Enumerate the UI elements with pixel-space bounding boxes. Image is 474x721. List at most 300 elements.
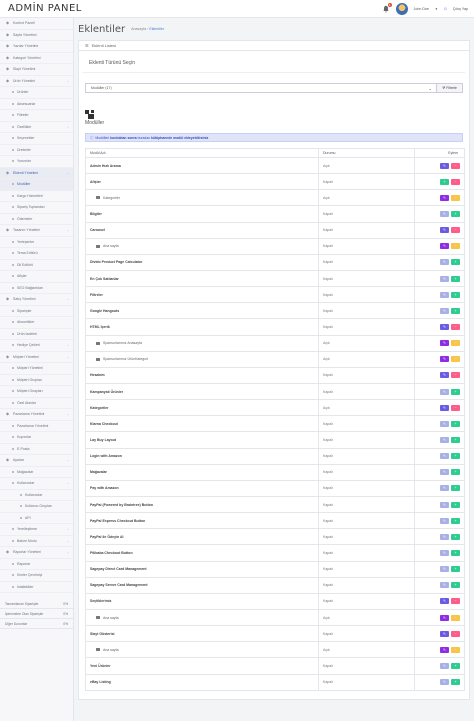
sidebar-item-label: İstatistikler: [17, 584, 34, 589]
table-row: [86, 238, 465, 254]
circle-icon: [20, 494, 22, 496]
sidebar-item[interactable]: [0, 317, 73, 329]
module-actions: [415, 319, 465, 335]
order-stat: [0, 599, 73, 609]
module-name-cell: [86, 270, 319, 286]
table-row: [86, 383, 465, 399]
sidebar-item[interactable]: [0, 53, 73, 65]
edit-button[interactable]: ✎: [440, 227, 449, 233]
section-title: Eklenti Türünü Seçin: [83, 51, 465, 73]
uninstall-button[interactable]: −: [451, 631, 460, 637]
uninstall-button[interactable]: −: [451, 227, 460, 233]
install-button[interactable]: +: [451, 663, 460, 669]
install-button[interactable]: +: [451, 582, 460, 588]
extension-type-select[interactable]: [85, 83, 437, 93]
sidebar-item-label: Aksesuarlar: [17, 101, 36, 106]
install-button[interactable]: +: [451, 469, 460, 475]
sidebar-item[interactable]: [0, 536, 73, 548]
circle-icon: [12, 436, 14, 438]
circle-icon: [12, 402, 14, 404]
module-status: Açık: [319, 609, 415, 625]
chevron-down-icon: ⌄: [66, 228, 69, 233]
module-status: Kapalı: [319, 254, 415, 270]
edit-button[interactable]: ✎: [440, 631, 449, 637]
module-actions: [415, 206, 465, 222]
uninstall-button[interactable]: −: [451, 598, 460, 604]
sidebar-item[interactable]: [0, 99, 73, 111]
stat-value: 0%: [63, 621, 68, 626]
sidebar-item-label: Müşteri Grupları: [17, 377, 43, 382]
edit-button[interactable]: ✎: [440, 598, 449, 604]
sidebar-item[interactable]: [0, 501, 73, 513]
circle-icon: [12, 425, 14, 427]
edit-button-disabled[interactable]: ✎: [440, 259, 449, 265]
module-name: Pay with Amazon: [90, 486, 119, 491]
chevron-down-icon: ⌄: [66, 170, 69, 175]
module-status: Kapalı: [319, 496, 415, 512]
notification-badge: 1: [388, 3, 391, 7]
sidebar-item-label: Sipariş Toplamları: [17, 205, 45, 210]
edit-button-disabled[interactable]: ✎: [440, 437, 449, 443]
module-name: Pilibaba Checkout Button: [90, 550, 133, 555]
sidebar-item-label: Ayarlar: [13, 458, 25, 463]
table-row: [86, 674, 465, 690]
install-button[interactable]: +: [451, 534, 460, 540]
breadcrumb-sep: ›: [147, 27, 150, 31]
install-button[interactable]: +: [451, 211, 460, 217]
edit-button[interactable]: ✎: [440, 243, 449, 249]
module-name-cell: [86, 545, 319, 561]
sidebar-item-label: Müşteri Yönetimi: [17, 366, 44, 371]
install-button[interactable]: +: [451, 453, 460, 459]
edit-button-disabled[interactable]: ✎: [440, 421, 449, 427]
edit-button[interactable]: ✎: [440, 356, 449, 362]
sidebar-item[interactable]: [0, 409, 73, 421]
install-button[interactable]: +: [451, 276, 460, 282]
install-button[interactable]: +: [451, 292, 460, 298]
sidebar-item[interactable]: [0, 513, 73, 525]
install-button[interactable]: +: [451, 308, 460, 314]
uninstall-button[interactable]: −: [451, 179, 460, 185]
sidebar-item[interactable]: [0, 559, 73, 571]
module-actions: [415, 626, 465, 642]
filter-row: [85, 83, 463, 93]
edit-button[interactable]: ✎: [440, 163, 449, 169]
sidebar-item-label: E-Posta: [17, 446, 30, 451]
home-icon: ◆: [6, 20, 10, 26]
sidebar-item[interactable]: [0, 64, 73, 76]
edit-button-disabled[interactable]: ✎: [440, 453, 449, 459]
sidebar-item[interactable]: [0, 478, 73, 490]
chevron-down-icon: ⌄: [66, 458, 69, 463]
sidebar-item[interactable]: [0, 191, 73, 203]
circle-icon: [12, 310, 14, 312]
install-button[interactable]: +: [451, 518, 460, 524]
order-stat: [0, 619, 73, 629]
delete-button[interactable]: −: [451, 615, 460, 621]
gear-icon: ◆: [6, 457, 10, 463]
module-actions: [415, 674, 465, 690]
module-actions: [415, 609, 465, 625]
folder-icon: [96, 648, 100, 651]
module-name-cell: [86, 351, 319, 367]
delete-button[interactable]: −: [451, 340, 460, 346]
uninstall-button[interactable]: −: [451, 324, 460, 330]
sidebar-item[interactable]: [0, 340, 73, 352]
circle-icon: [12, 540, 14, 542]
module-actions: [415, 593, 465, 609]
module-name-cell: [86, 158, 319, 174]
circle-icon: [12, 448, 14, 450]
sidebar-item[interactable]: [0, 18, 73, 30]
install-button[interactable]: +: [451, 485, 460, 491]
sidebar-item[interactable]: [0, 398, 73, 410]
edit-button-disabled[interactable]: ✎: [440, 502, 449, 508]
modules-table: [85, 148, 465, 691]
module-actions: [415, 287, 465, 303]
table-row: [86, 642, 465, 658]
sidebar-item-label: Yorumlar: [17, 159, 31, 164]
module-actions: [415, 400, 465, 416]
sidebar-item[interactable]: [0, 421, 73, 433]
table-row: [86, 609, 465, 625]
install-button[interactable]: +: [451, 502, 460, 508]
module-actions: [415, 416, 465, 432]
uninstall-button[interactable]: −: [451, 372, 460, 378]
circle-icon: [12, 367, 14, 369]
install-button[interactable]: +: [451, 259, 460, 265]
col-status[interactable]: Durumu: [319, 149, 415, 158]
sidebar-item-label: Afişler: [17, 274, 27, 279]
col-action: Eylem: [415, 149, 465, 158]
module-actions: [415, 351, 465, 367]
module-name: Mağazalar: [90, 470, 107, 475]
install-button[interactable]: +: [451, 389, 460, 395]
sidebar-item[interactable]: [0, 214, 73, 226]
delete-button[interactable]: −: [451, 647, 460, 653]
info-icon: ⓘ: [90, 136, 94, 140]
module-status: Açık: [319, 335, 415, 351]
sidebar-item[interactable]: [0, 76, 73, 88]
sidebar-item-label: Eklenti Yönetimi: [13, 170, 39, 175]
module-name: eBay Listing: [90, 680, 111, 685]
sidebar-item[interactable]: [0, 375, 73, 387]
chevron-down-icon: ⌄: [66, 78, 69, 83]
sidebar-item-label: Özellikler: [17, 124, 32, 129]
module-name: PayPal Express Checkout Button: [90, 518, 146, 523]
edit-button-disabled[interactable]: ✎: [440, 276, 449, 282]
sidebar-item-label: Yerleşimler: [17, 239, 35, 244]
sidebar-item[interactable]: [0, 582, 73, 594]
sidebar-item[interactable]: [0, 122, 73, 134]
puzzle-icon: [85, 110, 95, 119]
install-button[interactable]: +: [451, 437, 460, 443]
module-name-cell: [86, 335, 319, 351]
edit-button[interactable]: ✎: [440, 405, 449, 411]
sidebar-item[interactable]: [0, 41, 73, 53]
edit-button-disabled[interactable]: ✎: [440, 389, 449, 395]
module-name-cell: [86, 513, 319, 529]
module-status: Açık: [319, 190, 415, 206]
table-row: [86, 287, 465, 303]
edit-button[interactable]: ✎: [440, 195, 449, 201]
user-name[interactable]: John Doe: [413, 7, 429, 11]
chevron-down-icon: ▼: [434, 7, 438, 11]
edit-button-disabled[interactable]: ✎: [440, 292, 449, 298]
install-button[interactable]: +: [451, 679, 460, 685]
sidebar-item[interactable]: [0, 168, 73, 180]
circle-icon: [12, 241, 14, 243]
sidebar-item[interactable]: [0, 329, 73, 341]
module-name: PayPal (Powered by Braintree) Button: [90, 502, 154, 507]
delete-button[interactable]: −: [451, 195, 460, 201]
module-status: Kapalı: [319, 674, 415, 690]
module-status: Kapalı: [319, 626, 415, 642]
file-icon: ◆: [6, 31, 10, 37]
table-row: [86, 303, 465, 319]
module-status: Kapalı: [319, 367, 415, 383]
install-button[interactable]: +: [440, 179, 449, 185]
sidebar-item[interactable]: [0, 283, 73, 295]
module-name-cell: [86, 400, 319, 416]
sidebar-item[interactable]: [0, 570, 73, 582]
circle-icon: [12, 114, 14, 116]
sidebar-item-label: Siparişler: [17, 308, 32, 313]
module-status: Kapalı: [319, 222, 415, 238]
image-icon: ◆: [6, 66, 10, 72]
edit-button[interactable]: ✎: [440, 615, 449, 621]
sidebar-item-label: Müşteri Onayları: [17, 389, 43, 394]
module-name-cell: [86, 174, 319, 190]
filter-button[interactable]: [437, 83, 463, 93]
module-name: Carousel: [90, 228, 105, 233]
circle-icon: [12, 264, 14, 266]
uninstall-button[interactable]: −: [451, 405, 460, 411]
table-row: [86, 432, 465, 448]
chevron-down-icon: ⌄: [66, 412, 69, 417]
module-status: Kapalı: [319, 658, 415, 674]
sidebar-item[interactable]: [0, 524, 73, 536]
card-header: [79, 41, 469, 51]
sidebar-item[interactable]: [0, 179, 73, 191]
edit-button[interactable]: ✎: [440, 324, 449, 330]
stat-label: İşlenmekte Olan Siparişler: [5, 611, 44, 616]
sidebar-item[interactable]: [0, 306, 73, 318]
sidebar-item[interactable]: [0, 133, 73, 145]
sidebar-item-label: Kargo Hizmetleri: [17, 193, 43, 198]
circle-icon: [12, 252, 14, 254]
delete-button[interactable]: −: [451, 243, 460, 249]
edit-button[interactable]: ✎: [440, 340, 449, 346]
edit-button-disabled[interactable]: ✎: [440, 469, 449, 475]
module-status: Kapalı: [319, 319, 415, 335]
col-module-name[interactable]: Modül Adı: [86, 149, 319, 158]
circle-icon: [12, 528, 14, 530]
edit-button-disabled[interactable]: ✎: [440, 211, 449, 217]
table-row: [86, 416, 465, 432]
chevron-down-icon: ⌄: [66, 124, 69, 129]
folder-icon: [96, 245, 100, 248]
cart-icon: ◆: [6, 296, 10, 302]
breadcrumb-home[interactable]: Anasayfa: [131, 27, 147, 31]
edit-button-disabled[interactable]: ✎: [440, 550, 449, 556]
circle-icon: [12, 287, 14, 289]
circle-icon: [12, 379, 14, 381]
circle-icon: [12, 344, 14, 346]
sidebar-item-label: Özel Alanlar: [17, 400, 36, 405]
edit-button-disabled[interactable]: ✎: [440, 566, 449, 572]
circle-icon: [12, 275, 14, 277]
sidebar-item[interactable]: [0, 352, 73, 364]
module-name: Bilgiler: [90, 211, 102, 216]
sidebar-item[interactable]: [0, 386, 73, 398]
module-name: Kategoriler: [90, 405, 109, 410]
module-actions: [415, 383, 465, 399]
edit-button-disabled[interactable]: ✎: [440, 534, 449, 540]
edit-button-disabled[interactable]: ✎: [440, 663, 449, 669]
module-name: Kampanyalı Ürünler: [90, 389, 124, 394]
sidebar-item-label: Seçenekler: [17, 136, 35, 141]
module-name: Klarna Checkout: [90, 421, 118, 426]
logout-link[interactable]: Çıkış Yap: [452, 7, 468, 11]
module-name: Filtreler: [90, 292, 103, 297]
sidebar-item[interactable]: [0, 156, 73, 168]
order-stat: [0, 609, 73, 619]
stat-value: 0%: [63, 601, 68, 606]
logo[interactable]: ADMİN PANEL: [8, 3, 82, 14]
sidebar-item[interactable]: [0, 490, 73, 502]
card-footer-space: [79, 691, 469, 699]
sidebar-item[interactable]: [0, 145, 73, 157]
circle-icon: [12, 126, 14, 128]
modules-heading: Modüller: [85, 120, 105, 126]
table-row: [86, 561, 465, 577]
box-icon: ◆: [6, 77, 10, 83]
select-value: Modüller (17): [91, 86, 112, 90]
table-row: [86, 496, 465, 512]
sidebar-item-label: Abonelikler: [17, 320, 35, 325]
edit-button-disabled[interactable]: ✎: [440, 582, 449, 588]
edit-button-disabled[interactable]: ✎: [440, 679, 449, 685]
circle-icon: [12, 160, 14, 162]
sidebar-item[interactable]: [0, 444, 73, 456]
module-actions: [415, 270, 465, 286]
sidebar-item[interactable]: [0, 248, 73, 260]
module-status: Açık: [319, 400, 415, 416]
sidebar-item-label: Filtreler: [17, 113, 29, 118]
circle-icon: [12, 218, 14, 220]
table-row: [86, 577, 465, 593]
module-status: Kapalı: [319, 593, 415, 609]
top-right: [382, 3, 468, 15]
sidebar-item-label: Yerelleştirme: [17, 527, 38, 532]
sidebar-item-label: Kullanıcılar: [17, 481, 35, 486]
module-status: Kapalı: [319, 174, 415, 190]
module-actions: [415, 496, 465, 512]
circle-icon: [12, 482, 14, 484]
filter-icon: ⧩: [442, 86, 446, 90]
module-name-cell: [86, 593, 319, 609]
tag-icon: ◆: [6, 54, 10, 60]
module-name: Ana sayfa: [103, 615, 119, 620]
sidebar-item-label: Kullanıcı Grupları: [25, 504, 53, 509]
module-status: Kapalı: [319, 577, 415, 593]
module-status: Açık: [319, 351, 415, 367]
install-button[interactable]: +: [451, 550, 460, 556]
edit-button-disabled[interactable]: ✎: [440, 518, 449, 524]
sidebar: [0, 18, 74, 721]
module-name: Spansorlarımız Anasayfa: [103, 341, 142, 346]
uninstall-button[interactable]: −: [451, 163, 460, 169]
table-row: [86, 545, 465, 561]
table-row: [86, 448, 465, 464]
module-actions: [415, 658, 465, 674]
delete-button[interactable]: −: [451, 356, 460, 362]
circle-icon: [12, 471, 14, 473]
sidebar-item[interactable]: [0, 294, 73, 306]
breadcrumb-current[interactable]: Eklentiler: [149, 27, 165, 31]
edit-button[interactable]: ✎: [440, 647, 449, 653]
install-button[interactable]: +: [451, 566, 460, 572]
sidebar-item[interactable]: [0, 432, 73, 444]
sidebar-item-label: Kuponlar: [17, 435, 32, 440]
circle-icon: [12, 103, 14, 105]
install-button[interactable]: +: [451, 421, 460, 427]
sidebar-item[interactable]: [0, 202, 73, 214]
sidebar-item[interactable]: [0, 363, 73, 375]
sidebar-item[interactable]: [0, 225, 73, 237]
module-name: HTML İçerik: [90, 324, 110, 329]
circle-icon: [20, 517, 22, 519]
table-row: [86, 319, 465, 335]
circle-icon: [12, 586, 14, 588]
module-actions: [415, 238, 465, 254]
notification-bell[interactable]: [382, 5, 390, 13]
module-name-cell: [86, 238, 319, 254]
sidebar-item-label: Ürün İadeleri: [17, 331, 38, 336]
sidebar-item[interactable]: [0, 547, 73, 559]
sidebar-item[interactable]: [0, 110, 73, 122]
sidebar-item[interactable]: [0, 271, 73, 283]
module-name: Ana sayfa: [103, 647, 119, 652]
chart-icon: ◆: [6, 549, 10, 555]
edit-button[interactable]: ✎: [440, 372, 449, 378]
sidebar-item[interactable]: [0, 237, 73, 249]
sidebar-item[interactable]: [0, 260, 73, 272]
module-name-cell: [86, 496, 319, 512]
module-actions: [415, 448, 465, 464]
sidebar-item[interactable]: [0, 467, 73, 479]
table-row: [86, 480, 465, 496]
edit-button-disabled[interactable]: ✎: [440, 308, 449, 314]
module-name: PayPal ile Ödeyin Al: [90, 534, 124, 539]
avatar[interactable]: [396, 3, 408, 15]
page-title: Eklentiler: [78, 23, 126, 35]
module-status: Kapalı: [319, 432, 415, 448]
sidebar-item[interactable]: [0, 30, 73, 42]
sidebar-item-label: Kategori Yönetimi: [13, 55, 41, 60]
sidebar-item-label: Pazarlama Yönetimi: [13, 412, 45, 417]
sidebar-item[interactable]: [0, 87, 73, 99]
logout-icon: ⏻: [443, 7, 447, 11]
edit-button-disabled[interactable]: ✎: [440, 485, 449, 491]
circle-icon: [12, 574, 14, 576]
sidebar-item[interactable]: [0, 455, 73, 467]
module-status: Kapalı: [319, 480, 415, 496]
filter-label: Filtrele: [446, 86, 457, 90]
circle-icon: [12, 195, 14, 197]
module-name: Lay Buy Layout: [90, 437, 117, 442]
